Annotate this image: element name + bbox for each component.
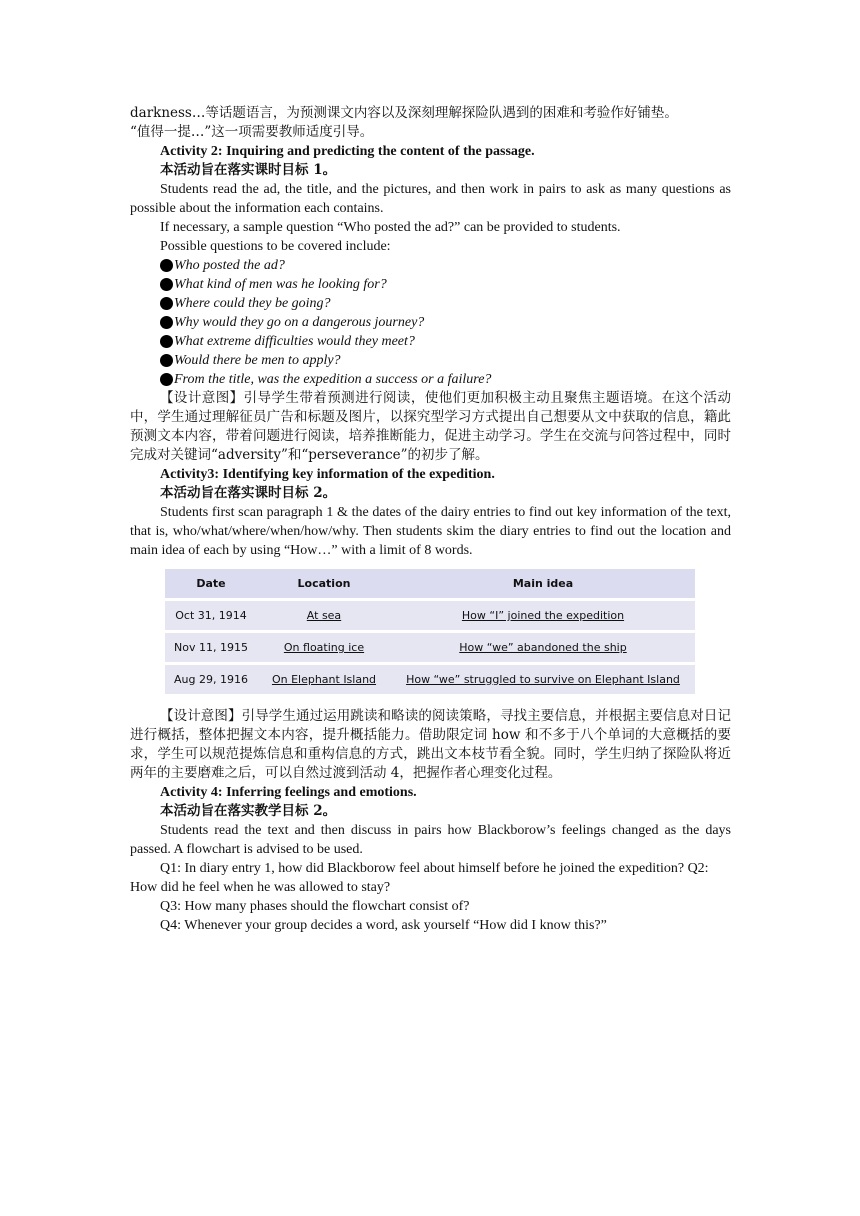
activity-2-title: Activity 2: Inquiring and predicting the content of the passage. [160,144,535,159]
table-row [165,665,695,694]
bullet-icon [160,278,173,291]
bullet-icon [160,316,173,329]
activity-4-question-1-2: Q1: In diary entry 1, how did Blackborow feel about himself before he joined the expedition? Q2: How did he feel when he was allowed to stay? [130,861,709,895]
table-row [165,633,695,662]
table-header-row [165,569,695,598]
column-header-date: Date [165,569,257,598]
table-cell-location: At sea [257,601,391,630]
table-cell-date: Oct 31, 1914 [165,601,257,630]
table-cell-main-idea: How “I” joined the expedition [391,601,695,630]
intro-line-2: “值得一提…”这一项需要教师适度引导。 [130,124,374,140]
activity-3-design-intent: 【设计意图】引导学生通过运用跳读和略读的阅读策略，寻找主要信息，并根据主要信息对日记进行概括，整体把握文本内容，提升概括能力。借助限定词 how 和不多于八个单词的大意概括的要求，学生可以规范提炼信息和重构信息的方式，跳出文本枝节看全貌。同时，学生归纳了探险队将近两年的主要磨难之后，可以自然过渡到活动 4，把握作者心理变化过程。 [130,708,731,781]
table-cell-date: Aug 29, 1916 [165,665,257,694]
bullet-icon [160,335,173,348]
expedition-info-table [165,566,695,697]
table-cell-main-idea: How “we” struggled to survive on Elephant Island [391,665,695,694]
table-row [165,601,695,630]
activity-2-goal: 本活动旨在落实课时目标 1。 [160,162,337,178]
list-item: What extreme difficulties would they meet? [130,332,731,351]
activity-4-question-4: Q4: Whenever your group decides a word, ask yourself “How did I know this?” [160,918,607,933]
activity-2-paragraph-3: Possible questions to be covered include: [160,239,391,254]
list-item: What kind of men was he looking for? [130,275,731,294]
column-header-main-idea: Main idea [391,569,695,598]
table-cell-date: Nov 11, 1915 [165,633,257,662]
activity-4-goal: 本活动旨在落实教学目标 2。 [160,803,337,819]
activity-2-paragraph-1: Students read the ad, the title, and the pictures, and then work in pairs to ask as many questions as possible about the information each contains. [130,182,731,216]
activity-2-paragraph-2: If necessary, a sample question “Who posted the ad?” can be provided to students. [160,220,621,235]
bullet-icon [160,259,173,272]
intro-line-1: darkness…等话题语言，为预测课文内容以及深刻理解探险队遇到的困难和考验作好铺垫。 [130,105,678,121]
activity-2-design-intent: 【设计意图】引导学生带着预测进行阅读，使他们更加积极主动且聚焦主题语境。在这个活动中，学生通过理解征员广告和标题及图片，以探究型学习方式提出自己想要从文中获取的信息，籍此预测文本内容，带着问题进行阅读，培养推断能力，促进主动学习。学生在交流与问答过程中，同时完成对关键词“adversity”和“perseverance”的初步了解。 [130,390,731,463]
bullet-icon [160,373,173,386]
activity-3-title: Activity3: Identifying key information of the expedition. [160,467,495,482]
list-item: Who posted the ad? [130,256,731,275]
table-cell-location: On Elephant Island [257,665,391,694]
question-list [130,256,731,389]
list-item: Would there be men to apply? [130,351,731,370]
activity-4-title: Activity 4: Inferring feelings and emotions. [160,785,417,800]
activity-3-goal: 本活动旨在落实课时目标 2。 [160,485,337,501]
bullet-icon [160,354,173,367]
activity-4-paragraph-1: Students read the text and then discuss in pairs how Blackborow’s feelings changed as the days passed. A flowchart is advised to be used. [130,823,731,857]
column-header-location: Location [257,569,391,598]
list-item: Why would they go on a dangerous journey? [130,313,731,332]
activity-4-question-3: Q3: How many phases should the flowchart consist of? [160,899,470,914]
activity-3-paragraph-1: Students first scan paragraph 1 & the dates of the dairy entries to find out key information of the text, that is, who/what/where/when/how/why. Then students skim the diary entries to find out the location and main idea of each by using “How…” with a limit of 8 words. [130,505,731,558]
table-cell-main-idea: How “we” abandoned the ship [391,633,695,662]
table-cell-location: On floating ice [257,633,391,662]
document-body [130,104,731,935]
list-item: From the title, was the expedition a success or a failure? [130,370,731,389]
list-item: Where could they be going? [130,294,731,313]
bullet-icon [160,297,173,310]
